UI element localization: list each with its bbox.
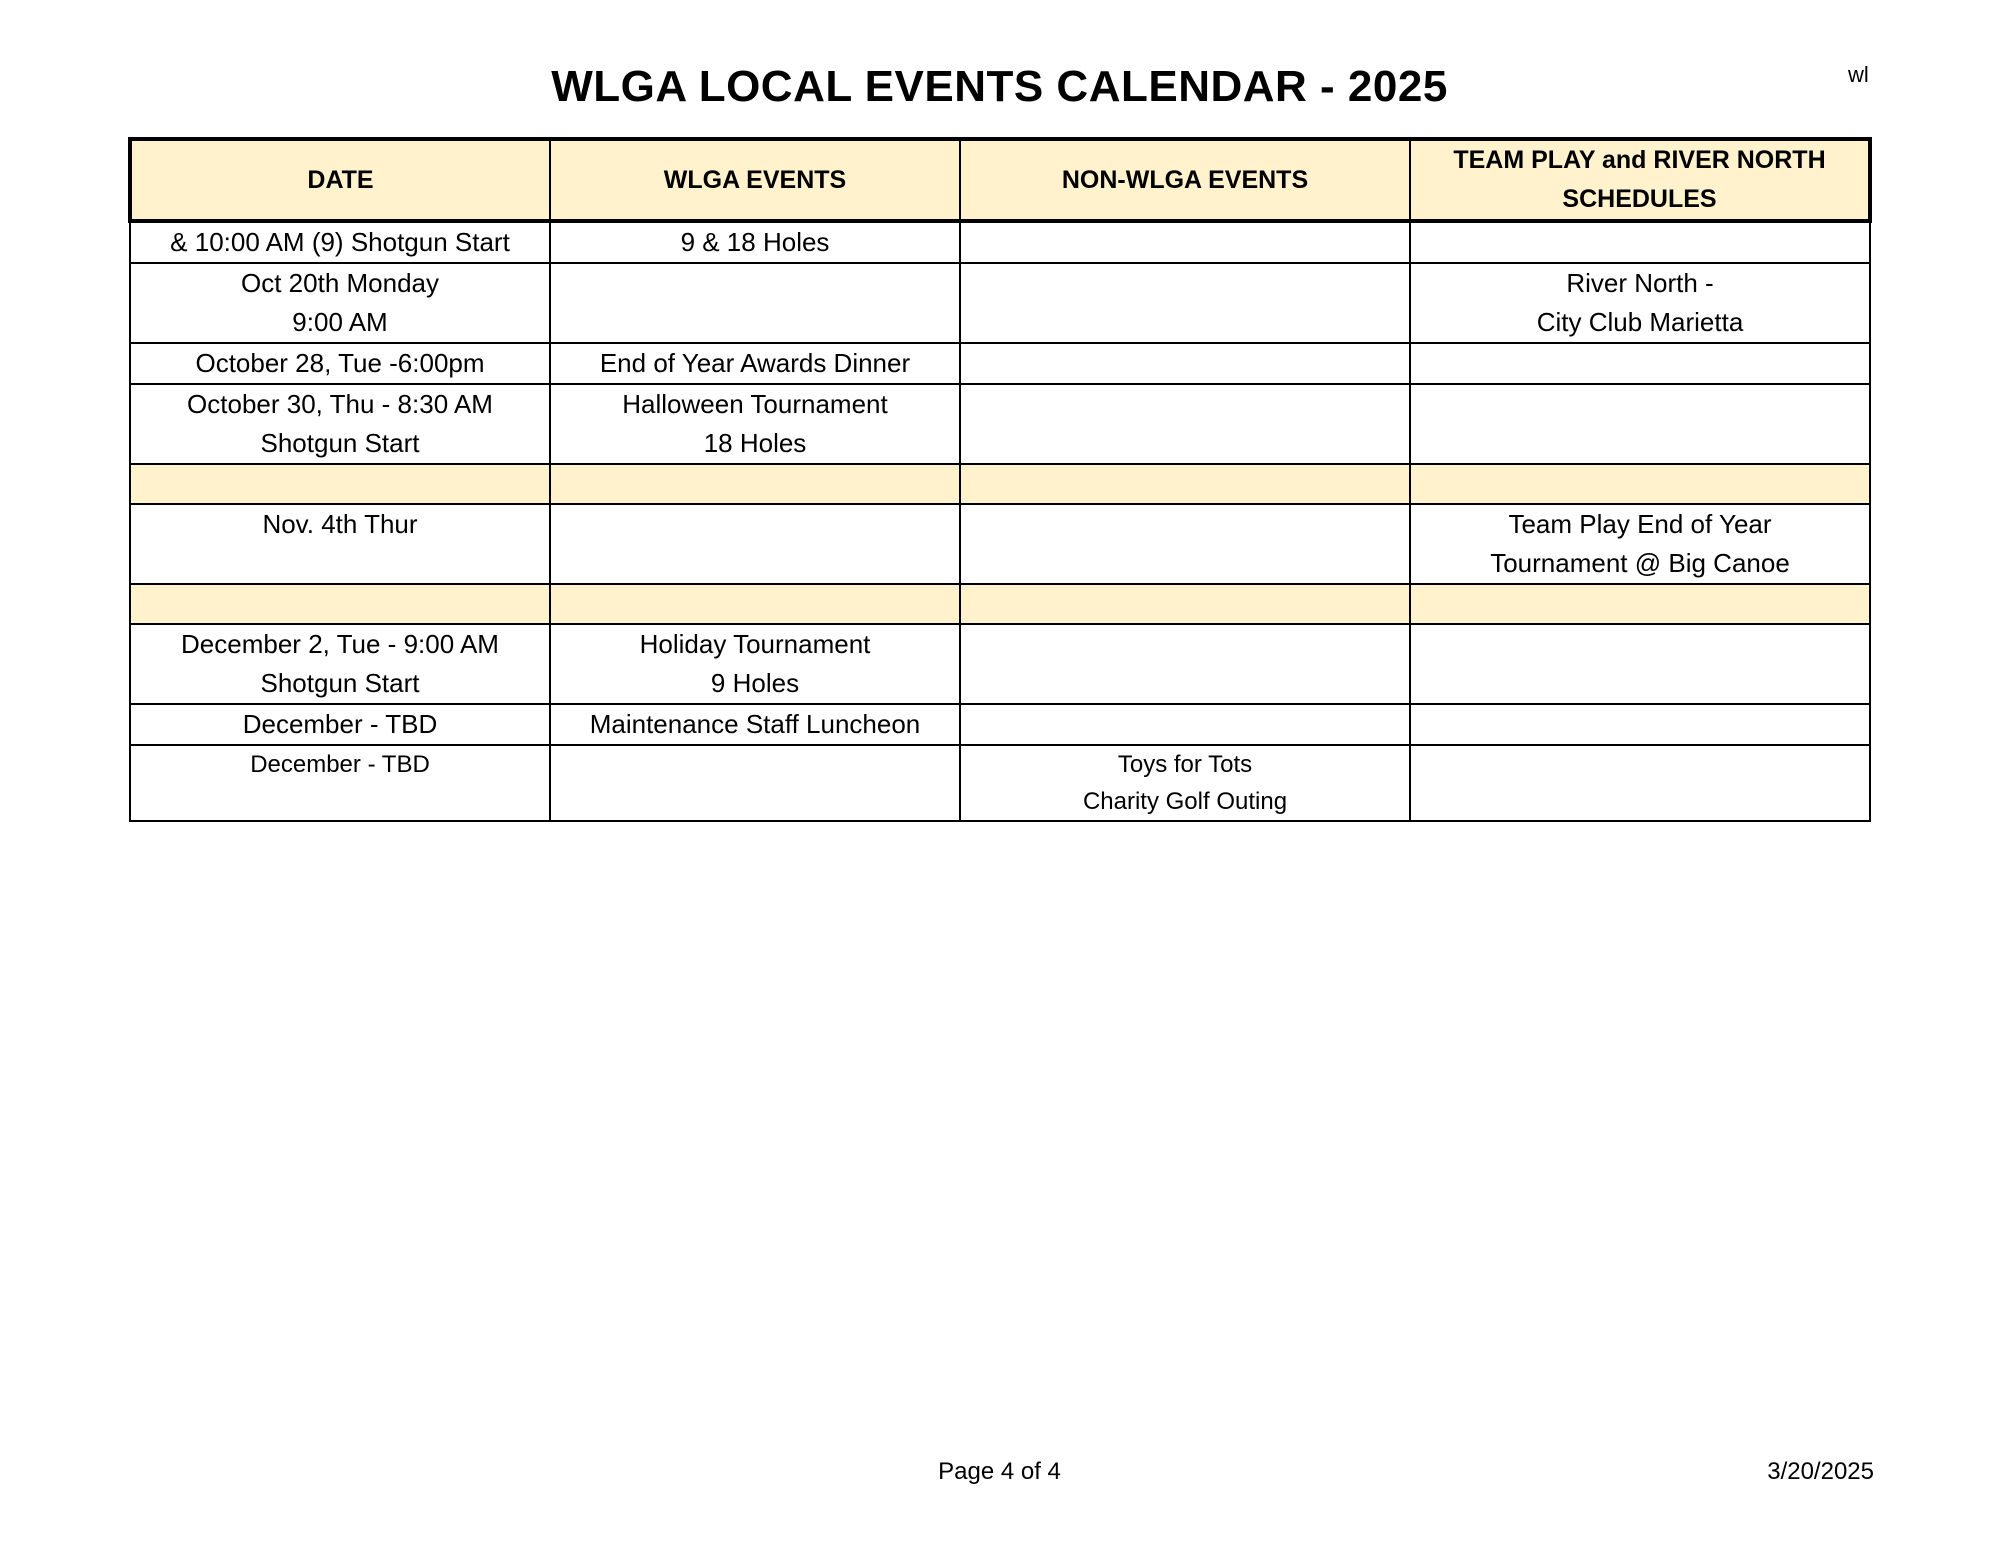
cell-team-play: Team Play End of Year Tournament @ Big Canoe <box>1410 504 1870 584</box>
table-header-row <box>130 139 1870 221</box>
table-row <box>130 704 1870 745</box>
cell-wlga-event <box>550 263 960 343</box>
cell-date: December 2, Tue - 9:00 AM Shotgun Start <box>130 624 550 704</box>
header-wlga-events: WLGA EVENTS <box>550 139 960 221</box>
table-row <box>130 263 1870 343</box>
cell-non-wlga-event <box>960 704 1410 745</box>
cell-date: Oct 20th Monday 9:00 AM <box>130 263 550 343</box>
page-number: Page 4 of 4 <box>938 1458 1061 1485</box>
cell-wlga-event: Halloween Tournament 18 Holes <box>550 384 960 464</box>
table-row <box>130 343 1870 384</box>
cell-date: December - TBD <box>130 745 550 821</box>
print-date: 3/20/2025 <box>1767 1458 1874 1485</box>
cell-wlga-event: End of Year Awards Dinner <box>550 343 960 384</box>
cell-team-play <box>1410 343 1870 384</box>
cell-date: December - TBD <box>130 704 550 745</box>
header-date: DATE <box>130 139 550 221</box>
cell-team-play <box>1410 624 1870 704</box>
table-row <box>130 504 1870 584</box>
cell-date: Nov. 4th Thur <box>130 504 550 584</box>
page-title: WLGA LOCAL EVENTS CALENDAR - 2025 <box>551 62 1448 111</box>
cell-team-play: River North - City Club Marietta <box>1410 263 1870 343</box>
separator-cell <box>550 464 960 504</box>
cell-non-wlga-event <box>960 384 1410 464</box>
cell-non-wlga-event <box>960 221 1410 263</box>
separator-row <box>130 584 1870 624</box>
cell-non-wlga-event <box>960 504 1410 584</box>
corner-initials: wl <box>1848 62 1869 87</box>
cell-date: & 10:00 AM (9) Shotgun Start <box>130 221 550 263</box>
cell-team-play <box>1410 221 1870 263</box>
separator-cell <box>1410 584 1870 624</box>
header-non-wlga-events: NON-WLGA EVENTS <box>960 139 1410 221</box>
cell-non-wlga-event <box>960 343 1410 384</box>
cell-wlga-event <box>550 504 960 584</box>
cell-team-play <box>1410 745 1870 821</box>
events-table <box>128 137 1872 822</box>
cell-non-wlga-event: Toys for Tots Charity Golf Outing <box>960 745 1410 821</box>
cell-wlga-event: Maintenance Staff Luncheon <box>550 704 960 745</box>
cell-team-play <box>1410 384 1870 464</box>
separator-cell <box>960 584 1410 624</box>
header-team-play-schedules: TEAM PLAY and RIVER NORTH SCHEDULES <box>1410 139 1870 221</box>
separator-cell <box>960 464 1410 504</box>
cell-wlga-event: 9 & 18 Holes <box>550 221 960 263</box>
table-row <box>130 745 1870 821</box>
separator-cell <box>550 584 960 624</box>
cell-date: October 30, Thu - 8:30 AM Shotgun Start <box>130 384 550 464</box>
separator-cell <box>1410 464 1870 504</box>
separator-cell <box>130 584 550 624</box>
table-row <box>130 624 1870 704</box>
cell-wlga-event <box>550 745 960 821</box>
separator-row <box>130 464 1870 504</box>
cell-non-wlga-event <box>960 624 1410 704</box>
table-row <box>130 384 1870 464</box>
cell-wlga-event: Holiday Tournament 9 Holes <box>550 624 960 704</box>
cell-date: October 28, Tue -6:00pm <box>130 343 550 384</box>
cell-non-wlga-event <box>960 263 1410 343</box>
cell-team-play <box>1410 704 1870 745</box>
table-row <box>130 221 1870 263</box>
separator-cell <box>130 464 550 504</box>
